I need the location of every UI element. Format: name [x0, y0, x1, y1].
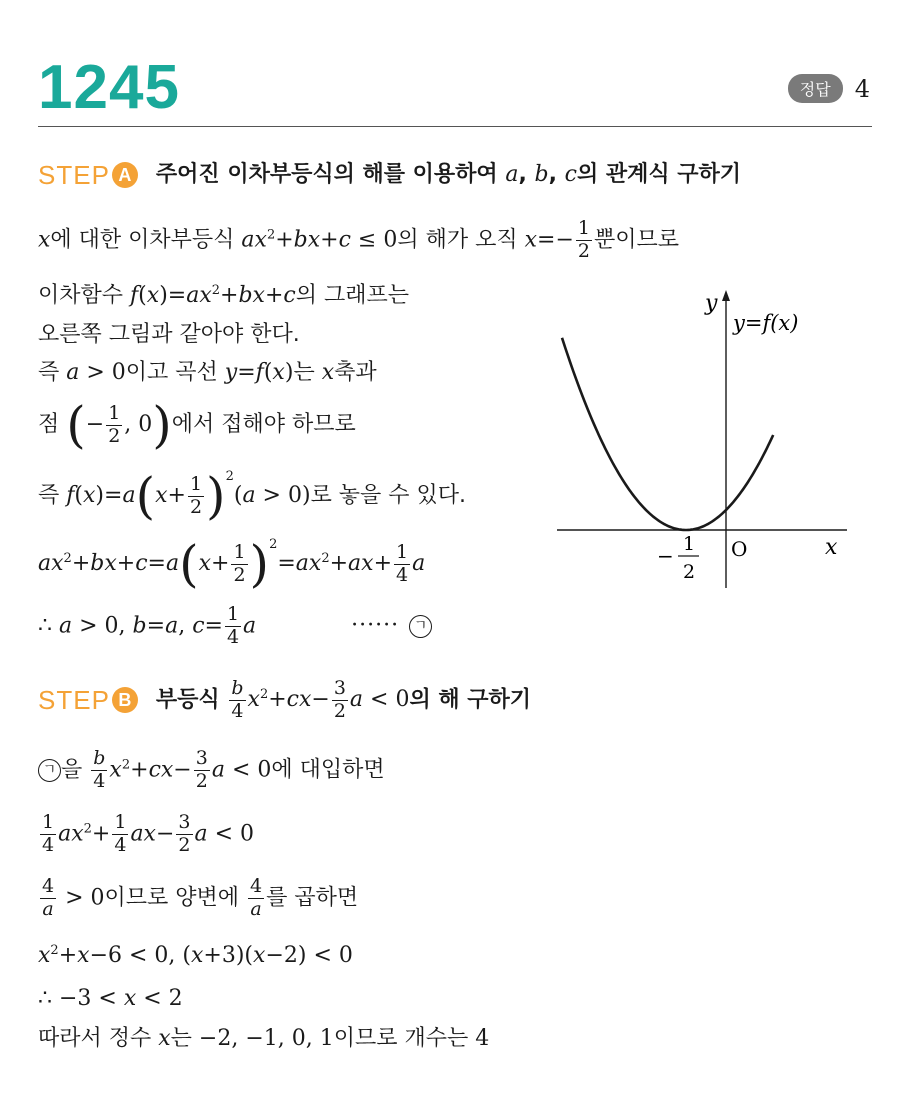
solution-line-2: 이차함수 $f(x)=ax^2+bx+c$의 그래프는: [38, 283, 409, 308]
step-b-line-3: $\frac{4}{a}$ > 0이므로 양변에 $\frac{4}{a}$ 를 곱하면: [42, 875, 359, 920]
x-axis-label: x: [825, 535, 838, 560]
parabola-curve: [562, 338, 773, 530]
step-b-line-6: 따라서 정수 x는 −2, −1, 0, 1이므로 개수는 4: [38, 1026, 490, 1051]
answer-value: 4: [854, 74, 870, 103]
y-axis-label: y: [705, 291, 718, 316]
step-b-letter: B: [112, 687, 138, 713]
step-a-letter: A: [112, 162, 138, 188]
step-b-title: 부등식 $\frac{b}{4}$ $x^2+cx-$ $\frac{3}{2}$ a < 0의 해 구하기: [155, 677, 532, 722]
vertex-minus: −: [657, 544, 674, 568]
problem-number: 1245: [38, 53, 180, 122]
step-b-line-2: $\frac{1}{4}$ $ax^2+$ $\frac{1}{4}$ ax− $\frac{3}{2}$ a < 0: [42, 811, 255, 856]
answer-box: [788, 74, 870, 103]
step-b-heading: [38, 678, 531, 723]
step-b-word: STEP: [38, 685, 110, 716]
solution-line-8: ∴ a > 0, b=a, c= $\frac{1}{4}$ a ······ ㄱ: [38, 604, 432, 649]
step-a-heading: [38, 162, 741, 188]
solution-line-3: 오른쪽 그림과 같아야 한다.: [38, 322, 300, 347]
curve-label: y=f(x): [733, 311, 799, 335]
answer-badge: 정답: [788, 74, 843, 103]
step-a-title: 주어진 이차부등식의 해를 이용하여 a, b, c의 관계식 구하기: [155, 162, 742, 187]
step-b-line-4: $x^2+x-6 < 0$, (x+3)(x−2) < 0: [38, 943, 353, 968]
solution-line-5: 점 (− $\frac{1}{2}$ , 0)에서 접해야 하므로: [38, 396, 356, 454]
header-divider: [38, 126, 872, 127]
step-b-line-5: ∴ −3 < x < 2: [38, 986, 183, 1011]
origin-label: O: [731, 537, 748, 561]
vertex-den: 2: [683, 561, 696, 583]
solution-line-6: 즉 f(x)=a(x+ $\frac{1}{2}$ )$^2$(a > 0)로 놓을 수 있다.: [38, 467, 467, 525]
y-axis-arrow: [722, 290, 730, 301]
step-b-line-1: ㄱ 을 $\frac{b}{4}$ $x^2+cx-$ $\frac{3}{2}$ a < 0에 대입하면: [38, 748, 385, 793]
solution-line-7: $ax^2+bx+c=a(x+$ $\frac{1}{2}$ )$^2=ax^2+ax+$ $\frac{1}{4}$ a: [38, 535, 426, 593]
solution-line-1: x에 대한 이차부등식 $ax^2+bx+c \le 0$의 해가 오직 x=− $\frac{1}{2}$ 뿐이므로: [38, 217, 680, 262]
parabola-graph: [555, 288, 855, 593]
solution-line-4: 즉 a > 0이고 곡선 y=f(x)는 x축과: [38, 360, 377, 385]
vertex-num: 1: [683, 533, 696, 555]
step-a-word: STEP: [38, 160, 110, 190]
circle-mark: ㄱ: [409, 615, 432, 638]
